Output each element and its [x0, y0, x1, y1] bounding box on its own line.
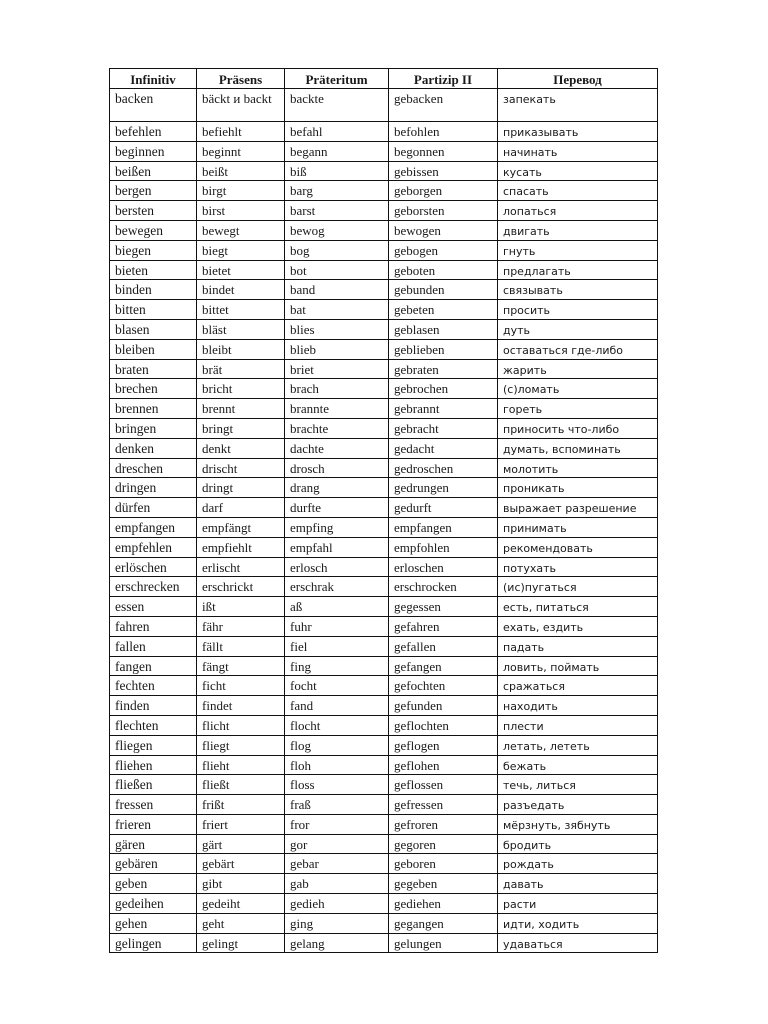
- cell-infinitiv: dreschen: [110, 458, 197, 478]
- cell-praesens: bläst: [197, 319, 285, 339]
- cell-praesens: birst: [197, 201, 285, 221]
- cell-translation: ехать, ездить: [498, 616, 658, 636]
- cell-praeteritum: barst: [285, 201, 389, 221]
- table-row: [110, 220, 658, 240]
- cell-translation: бежать: [498, 755, 658, 775]
- cell-translation: летать, лететь: [498, 735, 658, 755]
- cell-partizip: gedacht: [389, 438, 498, 458]
- cell-praesens: gedeiht: [197, 894, 285, 914]
- cell-partizip: empfangen: [389, 517, 498, 537]
- cell-partizip: gedrungen: [389, 478, 498, 498]
- cell-infinitiv: frieren: [110, 814, 197, 834]
- cell-translation: удаваться: [498, 933, 658, 953]
- cell-translation: проникать: [498, 478, 658, 498]
- cell-translation: выражает разрешение: [498, 498, 658, 518]
- cell-partizip: gefahren: [389, 616, 498, 636]
- cell-praesens: bewegt: [197, 220, 285, 240]
- cell-translation: рождать: [498, 854, 658, 874]
- cell-infinitiv: erschrecken: [110, 577, 197, 597]
- cell-partizip: gedurft: [389, 498, 498, 518]
- table-row: [110, 319, 658, 339]
- cell-praeteritum: gab: [285, 874, 389, 894]
- cell-infinitiv: bewegen: [110, 220, 197, 240]
- cell-praesens: bricht: [197, 379, 285, 399]
- cell-partizip: gegoren: [389, 834, 498, 854]
- cell-praeteritum: briet: [285, 359, 389, 379]
- cell-infinitiv: finden: [110, 696, 197, 716]
- cell-translation: двигать: [498, 220, 658, 240]
- cell-praesens: erlischt: [197, 557, 285, 577]
- cell-praesens: dringt: [197, 478, 285, 498]
- table-row: [110, 280, 658, 300]
- cell-praeteritum: bot: [285, 260, 389, 280]
- cell-partizip: geboten: [389, 260, 498, 280]
- cell-infinitiv: beißen: [110, 161, 197, 181]
- cell-infinitiv: gebären: [110, 854, 197, 874]
- table-row: [110, 418, 658, 438]
- cell-infinitiv: blasen: [110, 319, 197, 339]
- cell-infinitiv: brechen: [110, 379, 197, 399]
- cell-partizip: geborsten: [389, 201, 498, 221]
- cell-praesens: biegt: [197, 240, 285, 260]
- cell-infinitiv: gedeihen: [110, 894, 197, 914]
- cell-praesens: ficht: [197, 676, 285, 696]
- cell-infinitiv: erlöschen: [110, 557, 197, 577]
- cell-translation: ловить, поймать: [498, 656, 658, 676]
- cell-translation: идти, ходить: [498, 913, 658, 933]
- cell-translation: дуть: [498, 319, 658, 339]
- table-row: [110, 874, 658, 894]
- cell-praesens: flicht: [197, 715, 285, 735]
- table-row: [110, 399, 658, 419]
- cell-translation: находить: [498, 696, 658, 716]
- cell-infinitiv: fliehen: [110, 755, 197, 775]
- header-translation: Перевод: [498, 69, 658, 89]
- cell-partizip: gebraten: [389, 359, 498, 379]
- cell-praesens: bindet: [197, 280, 285, 300]
- table-row: [110, 537, 658, 557]
- header-partizip: Partizip II: [389, 69, 498, 89]
- cell-translation: рекомендовать: [498, 537, 658, 557]
- table-row: [110, 260, 658, 280]
- cell-infinitiv: bringen: [110, 418, 197, 438]
- cell-praeteritum: dachte: [285, 438, 389, 458]
- table-row: [110, 834, 658, 854]
- cell-partizip: gefressen: [389, 795, 498, 815]
- verb-table-body: [110, 89, 658, 953]
- table-row: [110, 795, 658, 815]
- cell-infinitiv: fallen: [110, 636, 197, 656]
- cell-translation: гнуть: [498, 240, 658, 260]
- cell-partizip: gebeten: [389, 300, 498, 320]
- table-row: [110, 161, 658, 181]
- cell-praesens: fängt: [197, 656, 285, 676]
- cell-infinitiv: befehlen: [110, 122, 197, 142]
- cell-praesens: ißt: [197, 597, 285, 617]
- cell-infinitiv: binden: [110, 280, 197, 300]
- cell-praesens: fliegt: [197, 735, 285, 755]
- table-row: [110, 755, 658, 775]
- cell-praeteritum: fiel: [285, 636, 389, 656]
- cell-praesens: drischt: [197, 458, 285, 478]
- table-row: [110, 141, 658, 161]
- cell-praeteritum: bewog: [285, 220, 389, 240]
- cell-praeteritum: erschrak: [285, 577, 389, 597]
- cell-praesens: beißt: [197, 161, 285, 181]
- cell-partizip: gefangen: [389, 656, 498, 676]
- table-row: [110, 300, 658, 320]
- cell-partizip: gegangen: [389, 913, 498, 933]
- cell-praeteritum: erlosch: [285, 557, 389, 577]
- cell-partizip: gefunden: [389, 696, 498, 716]
- table-row: [110, 854, 658, 874]
- cell-praeteritum: band: [285, 280, 389, 300]
- cell-infinitiv: beginnen: [110, 141, 197, 161]
- cell-praeteritum: brachte: [285, 418, 389, 438]
- cell-praeteritum: gor: [285, 834, 389, 854]
- cell-partizip: gefroren: [389, 814, 498, 834]
- cell-praeteritum: brach: [285, 379, 389, 399]
- cell-praeteritum: drosch: [285, 458, 389, 478]
- cell-translation: давать: [498, 874, 658, 894]
- cell-praeteritum: gedieh: [285, 894, 389, 914]
- cell-partizip: erloschen: [389, 557, 498, 577]
- header-praesens: Präsens: [197, 69, 285, 89]
- cell-praesens: birgt: [197, 181, 285, 201]
- cell-praeteritum: begann: [285, 141, 389, 161]
- table-row: [110, 616, 658, 636]
- cell-praesens: fähr: [197, 616, 285, 636]
- cell-translation: (с)ломать: [498, 379, 658, 399]
- cell-translation: расти: [498, 894, 658, 914]
- table-row: [110, 122, 658, 142]
- cell-infinitiv: empfehlen: [110, 537, 197, 557]
- header-row: [110, 69, 658, 89]
- cell-translation: думать, вспоминать: [498, 438, 658, 458]
- table-row: [110, 339, 658, 359]
- cell-translation: молотить: [498, 458, 658, 478]
- cell-partizip: geflossen: [389, 775, 498, 795]
- cell-infinitiv: brennen: [110, 399, 197, 419]
- table-row: [110, 775, 658, 795]
- cell-translation: гореть: [498, 399, 658, 419]
- cell-partizip: gefochten: [389, 676, 498, 696]
- cell-partizip: gebacken: [389, 89, 498, 122]
- cell-partizip: geborgen: [389, 181, 498, 201]
- cell-praesens: fließt: [197, 775, 285, 795]
- table-row: [110, 894, 658, 914]
- cell-infinitiv: flechten: [110, 715, 197, 735]
- cell-infinitiv: dringen: [110, 478, 197, 498]
- header-infinitiv: Infinitiv: [110, 69, 197, 89]
- cell-partizip: geflogen: [389, 735, 498, 755]
- cell-partizip: geflochten: [389, 715, 498, 735]
- table-row: [110, 913, 658, 933]
- cell-praesens: bringt: [197, 418, 285, 438]
- cell-praesens: flieht: [197, 755, 285, 775]
- cell-praeteritum: floh: [285, 755, 389, 775]
- table-row: [110, 814, 658, 834]
- cell-praeteritum: fing: [285, 656, 389, 676]
- cell-praesens: bietet: [197, 260, 285, 280]
- cell-partizip: geflohen: [389, 755, 498, 775]
- verb-table: [109, 68, 658, 953]
- cell-infinitiv: bitten: [110, 300, 197, 320]
- cell-praesens: geht: [197, 913, 285, 933]
- cell-infinitiv: gelingen: [110, 933, 197, 953]
- cell-partizip: gebrannt: [389, 399, 498, 419]
- table-row: [110, 359, 658, 379]
- table-row: [110, 181, 658, 201]
- table-row: [110, 517, 658, 537]
- cell-translation: (ис)пугаться: [498, 577, 658, 597]
- table-row: [110, 715, 658, 735]
- cell-praesens: bleibt: [197, 339, 285, 359]
- cell-translation: приносить что-либо: [498, 418, 658, 438]
- cell-praeteritum: backte: [285, 89, 389, 122]
- table-row: [110, 478, 658, 498]
- cell-partizip: bewogen: [389, 220, 498, 240]
- cell-praesens: brät: [197, 359, 285, 379]
- cell-translation: спасать: [498, 181, 658, 201]
- cell-translation: связывать: [498, 280, 658, 300]
- table-row: [110, 636, 658, 656]
- cell-praeteritum: fand: [285, 696, 389, 716]
- cell-partizip: gebracht: [389, 418, 498, 438]
- cell-translation: жарить: [498, 359, 658, 379]
- cell-praesens: bittet: [197, 300, 285, 320]
- table-row: [110, 438, 658, 458]
- cell-infinitiv: dürfen: [110, 498, 197, 518]
- cell-praesens: erschrickt: [197, 577, 285, 597]
- cell-translation: потухать: [498, 557, 658, 577]
- table-row: [110, 201, 658, 221]
- cell-infinitiv: bersten: [110, 201, 197, 221]
- cell-infinitiv: empfangen: [110, 517, 197, 537]
- cell-partizip: gebissen: [389, 161, 498, 181]
- table-row: [110, 735, 658, 755]
- table-row: [110, 676, 658, 696]
- cell-praesens: gibt: [197, 874, 285, 894]
- cell-translation: принимать: [498, 517, 658, 537]
- cell-praeteritum: blies: [285, 319, 389, 339]
- cell-praeteritum: befahl: [285, 122, 389, 142]
- cell-infinitiv: bieten: [110, 260, 197, 280]
- cell-praesens: gärt: [197, 834, 285, 854]
- cell-praesens: gebärt: [197, 854, 285, 874]
- cell-infinitiv: denken: [110, 438, 197, 458]
- cell-praeteritum: gelang: [285, 933, 389, 953]
- cell-translation: бродить: [498, 834, 658, 854]
- cell-partizip: gegessen: [389, 597, 498, 617]
- cell-praeteritum: brannte: [285, 399, 389, 419]
- cell-partizip: geblieben: [389, 339, 498, 359]
- cell-translation: лопаться: [498, 201, 658, 221]
- cell-praesens: findet: [197, 696, 285, 716]
- cell-partizip: begonnen: [389, 141, 498, 161]
- cell-infinitiv: fahren: [110, 616, 197, 636]
- cell-praeteritum: fuhr: [285, 616, 389, 636]
- table-row: [110, 597, 658, 617]
- cell-praeteritum: flog: [285, 735, 389, 755]
- cell-infinitiv: biegen: [110, 240, 197, 260]
- cell-praeteritum: biß: [285, 161, 389, 181]
- cell-praesens: friert: [197, 814, 285, 834]
- cell-praeteritum: barg: [285, 181, 389, 201]
- cell-translation: сражаться: [498, 676, 658, 696]
- cell-partizip: geboren: [389, 854, 498, 874]
- cell-translation: разъедать: [498, 795, 658, 815]
- cell-infinitiv: fangen: [110, 656, 197, 676]
- table-row: [110, 240, 658, 260]
- cell-praeteritum: empfahl: [285, 537, 389, 557]
- cell-partizip: erschrocken: [389, 577, 498, 597]
- cell-infinitiv: fliegen: [110, 735, 197, 755]
- cell-infinitiv: bergen: [110, 181, 197, 201]
- cell-praeteritum: durfte: [285, 498, 389, 518]
- cell-translation: мёрзнуть, зябнуть: [498, 814, 658, 834]
- cell-infinitiv: bleiben: [110, 339, 197, 359]
- cell-praesens: frißt: [197, 795, 285, 815]
- cell-translation: просить: [498, 300, 658, 320]
- cell-partizip: befohlen: [389, 122, 498, 142]
- table-row: [110, 933, 658, 953]
- cell-praeteritum: aß: [285, 597, 389, 617]
- cell-praesens: fällt: [197, 636, 285, 656]
- cell-praeteritum: empfing: [285, 517, 389, 537]
- table-row: [110, 498, 658, 518]
- cell-infinitiv: fressen: [110, 795, 197, 815]
- cell-praeteritum: fraß: [285, 795, 389, 815]
- cell-praeteritum: blieb: [285, 339, 389, 359]
- cell-translation: есть, питаться: [498, 597, 658, 617]
- cell-praeteritum: gebar: [285, 854, 389, 874]
- cell-praeteritum: focht: [285, 676, 389, 696]
- cell-infinitiv: gären: [110, 834, 197, 854]
- cell-translation: плести: [498, 715, 658, 735]
- cell-translation: оставаться где-либо: [498, 339, 658, 359]
- cell-praeteritum: floss: [285, 775, 389, 795]
- cell-partizip: gebrochen: [389, 379, 498, 399]
- cell-praesens: befiehlt: [197, 122, 285, 142]
- cell-praesens: beginnt: [197, 141, 285, 161]
- cell-infinitiv: essen: [110, 597, 197, 617]
- cell-translation: падать: [498, 636, 658, 656]
- table-row: [110, 656, 658, 676]
- cell-infinitiv: fechten: [110, 676, 197, 696]
- cell-partizip: geblasen: [389, 319, 498, 339]
- cell-partizip: gefallen: [389, 636, 498, 656]
- cell-praesens: empfiehlt: [197, 537, 285, 557]
- cell-partizip: empfohlen: [389, 537, 498, 557]
- cell-partizip: gediehen: [389, 894, 498, 914]
- cell-praeteritum: ging: [285, 913, 389, 933]
- cell-partizip: gegeben: [389, 874, 498, 894]
- cell-translation: начинать: [498, 141, 658, 161]
- cell-partizip: gedroschen: [389, 458, 498, 478]
- cell-infinitiv: gehen: [110, 913, 197, 933]
- cell-praesens: denkt: [197, 438, 285, 458]
- cell-partizip: gebogen: [389, 240, 498, 260]
- cell-translation: предлагать: [498, 260, 658, 280]
- cell-infinitiv: braten: [110, 359, 197, 379]
- cell-praeteritum: fror: [285, 814, 389, 834]
- cell-praesens: gelingt: [197, 933, 285, 953]
- table-row: [110, 89, 658, 122]
- cell-praeteritum: bat: [285, 300, 389, 320]
- cell-translation: течь, литься: [498, 775, 658, 795]
- cell-translation: приказывать: [498, 122, 658, 142]
- cell-partizip: gelungen: [389, 933, 498, 953]
- cell-infinitiv: geben: [110, 874, 197, 894]
- table-row: [110, 696, 658, 716]
- table-row: [110, 458, 658, 478]
- cell-translation: запекать: [498, 89, 658, 122]
- cell-praesens: darf: [197, 498, 285, 518]
- table-row: [110, 577, 658, 597]
- cell-translation: кусать: [498, 161, 658, 181]
- cell-praeteritum: bog: [285, 240, 389, 260]
- cell-infinitiv: backen: [110, 89, 197, 122]
- table-row: [110, 557, 658, 577]
- cell-praesens: empfängt: [197, 517, 285, 537]
- cell-praesens: bäckt и backt: [197, 89, 285, 122]
- cell-praeteritum: drang: [285, 478, 389, 498]
- cell-praesens: brennt: [197, 399, 285, 419]
- table-row: [110, 379, 658, 399]
- cell-infinitiv: fließen: [110, 775, 197, 795]
- cell-praeteritum: flocht: [285, 715, 389, 735]
- header-praeteritum: Präteritum: [285, 69, 389, 89]
- cell-partizip: gebunden: [389, 280, 498, 300]
